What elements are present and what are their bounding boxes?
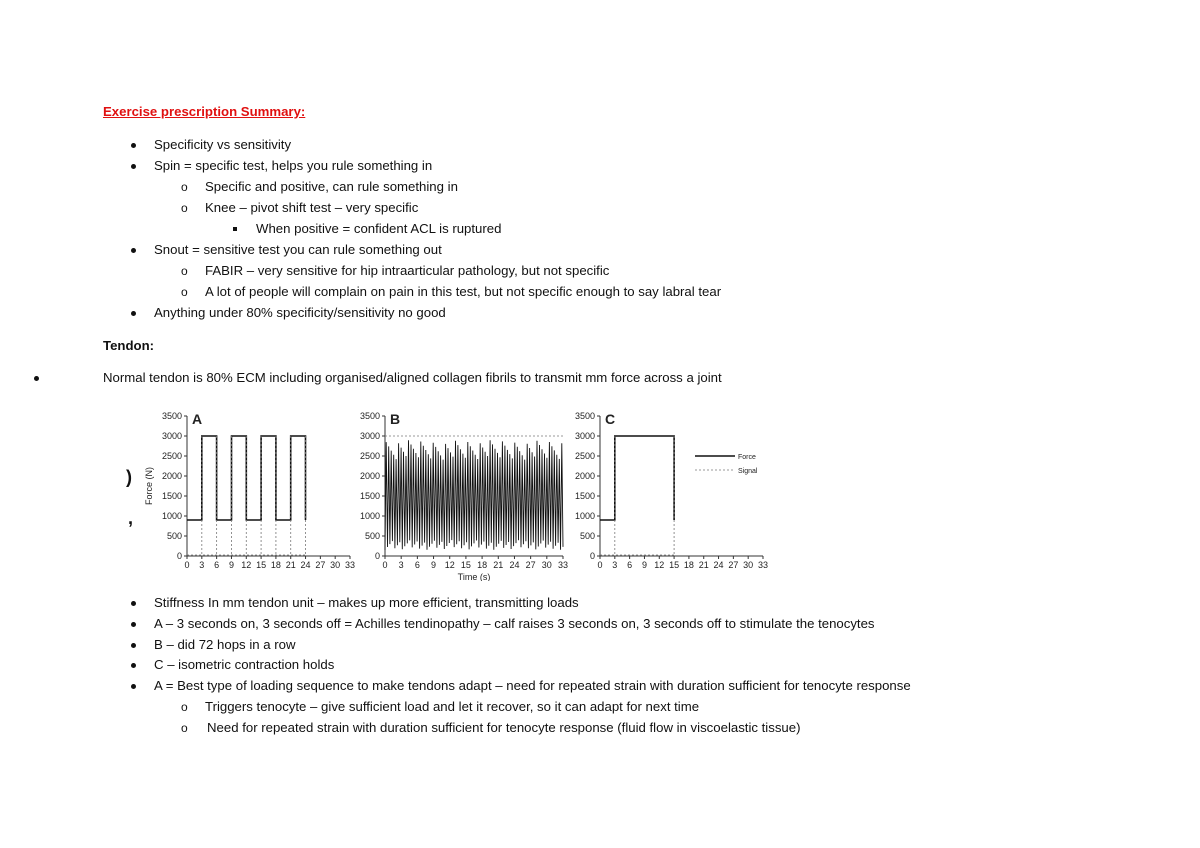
x-tick-label: 6 (414, 560, 420, 570)
legend-signal-label: Signal (738, 468, 758, 475)
list-item: Triggers tenocyte – give sufficient load and let it recover, so it can adapt for next time (205, 699, 700, 714)
bullet-icon (131, 248, 136, 253)
x-tick-label: 33 (557, 560, 569, 570)
legend-force-label: Force (738, 454, 756, 461)
circle-bullet-icon: o (181, 285, 188, 299)
y-tick-label: 3500 (359, 411, 380, 421)
x-tick-label: 33 (344, 560, 356, 570)
bullet-icon (34, 376, 39, 381)
x-tick-label: 30 (743, 560, 754, 570)
list-item: A lot of people will complain on pain in this test, but not specific enough to say labral tear (205, 284, 722, 299)
x-tick-label: 6 (627, 560, 633, 570)
bullet-icon (131, 622, 136, 627)
x-tick-label: 9 (431, 560, 437, 570)
tendon-bullet: Normal tendon is 80% ECM including organised/aligned collagen fibrils to transmit mm force across a joint (103, 370, 722, 385)
bullet-icon (131, 663, 136, 668)
x-tick-label: 12 (444, 560, 455, 570)
x-tick-label: 3 (199, 560, 205, 570)
x-tick-label: 33 (757, 560, 769, 570)
x-tick-label: 18 (477, 560, 488, 570)
x-tick-label: 3 (398, 560, 404, 570)
circle-bullet-icon: o (181, 180, 188, 194)
list-item: Specific and positive, can rule something in (205, 179, 458, 194)
tendon-heading: Tendon: (103, 338, 155, 353)
x-tick-label: 12 (654, 560, 665, 570)
y-tick-label: 0 (176, 551, 182, 561)
side-mark: ) (126, 467, 132, 487)
x-tick-label: 24 (509, 560, 520, 570)
list-item: When positive = confident ACL is ruptured (256, 221, 502, 236)
circle-bullet-icon: o (181, 700, 188, 714)
x-tick-label: 21 (493, 560, 504, 570)
y-tick-label: 3500 (161, 411, 182, 421)
bullet-icon (131, 643, 136, 648)
x-tick-label: 12 (241, 560, 252, 570)
y-tick-label: 2000 (574, 471, 595, 481)
side-mark: , (128, 508, 134, 528)
bullet-icon (131, 164, 136, 169)
list-item: A – 3 seconds on, 3 seconds off = Achilles tendinopathy – calf raises 3 seconds on, 3 seconds off to stimulate the tenocytes (154, 616, 875, 631)
panel-label: C (604, 411, 616, 427)
summary-heading: Exercise prescription Summary: (103, 104, 306, 119)
x-tick-label: 6 (214, 560, 220, 570)
y-tick-label: 500 (579, 531, 595, 541)
list-item: Stiffness In mm tendon unit – makes up more efficient, transmitting loads (154, 595, 579, 610)
y-tick-label: 2000 (359, 471, 380, 481)
list-item: Knee – pivot shift test – very specific (205, 200, 419, 215)
x-tick-label: 18 (683, 560, 694, 570)
y-tick-label: 1500 (161, 491, 182, 501)
circle-bullet-icon: o (181, 721, 188, 735)
x-tick-label: 18 (270, 560, 281, 570)
x-tick-label: 27 (315, 560, 326, 570)
square-bullet-icon (233, 227, 237, 231)
circle-bullet-icon: o (181, 264, 188, 278)
y-tick-label: 0 (374, 551, 380, 561)
list-item: C – isometric contraction holds (154, 657, 335, 672)
circle-bullet-icon: o (181, 201, 188, 215)
x-tick-label: 15 (460, 560, 471, 570)
y-tick-label: 1500 (359, 491, 380, 501)
y-tick-label: 500 (364, 531, 380, 541)
x-tick-label: 9 (228, 560, 234, 570)
x-tick-label: 0 (597, 560, 603, 570)
list-item: Snout = sensitive test you can rule something out (154, 242, 442, 257)
list-item: Need for repeated strain with duration sufficient for tenocyte response (fluid flow in viscoelastic tissue) (207, 720, 801, 735)
x-tick-label: 27 (525, 560, 536, 570)
x-tick-label: 21 (285, 560, 296, 570)
y-tick-label: 3500 (574, 411, 595, 421)
x-tick-label: 3 (612, 560, 618, 570)
list-item: B – did 72 hops in a row (154, 637, 296, 652)
y-tick-label: 1000 (359, 511, 380, 521)
x-tick-label: 0 (184, 560, 190, 570)
x-tick-label: 24 (713, 560, 724, 570)
y-tick-label: 2500 (359, 451, 380, 461)
x-tick-label: 30 (330, 560, 341, 570)
force-figure (140, 406, 790, 581)
bullet-icon (131, 684, 136, 689)
y-tick-label: 1000 (161, 511, 182, 521)
y-tick-label: 3000 (574, 431, 595, 441)
x-tick-label: 24 (300, 560, 311, 570)
y-tick-label: 2500 (161, 451, 182, 461)
y-tick-label: 2000 (161, 471, 182, 481)
x-tick-label: 21 (698, 560, 709, 570)
force-series (600, 436, 674, 520)
list-item: Anything under 80% specificity/sensitivity no good (154, 305, 446, 320)
y-tick-label: 0 (589, 551, 595, 561)
x-tick-label: 9 (641, 560, 647, 570)
y-axis-label: Force (N) (144, 467, 154, 505)
list-item: Spin = specific test, helps you rule something in (154, 158, 433, 173)
y-tick-label: 2500 (574, 451, 595, 461)
y-tick-label: 3000 (161, 431, 182, 441)
list-item: Specificity vs sensitivity (154, 137, 292, 152)
list-item: FABIR – very sensitive for hip intraarticular pathology, but not specific (205, 263, 610, 278)
y-tick-label: 3000 (359, 431, 380, 441)
list-item: A = Best type of loading sequence to make tendons adapt – need for repeated strain with duration sufficient for tenocyte response (154, 678, 911, 693)
x-axis-label: Time (s) (457, 572, 491, 581)
x-tick-label: 27 (728, 560, 739, 570)
bullet-icon (131, 311, 136, 316)
bullet-icon (131, 601, 136, 606)
panel-label: B (389, 411, 401, 427)
bullet-icon (131, 143, 136, 148)
x-tick-label: 0 (382, 560, 388, 570)
y-tick-label: 1500 (574, 491, 595, 501)
y-tick-label: 500 (166, 531, 182, 541)
force-series (385, 440, 563, 550)
x-tick-label: 15 (669, 560, 680, 570)
x-tick-label: 30 (541, 560, 552, 570)
x-tick-label: 15 (256, 560, 267, 570)
panel-label: A (191, 411, 203, 427)
y-tick-label: 1000 (574, 511, 595, 521)
